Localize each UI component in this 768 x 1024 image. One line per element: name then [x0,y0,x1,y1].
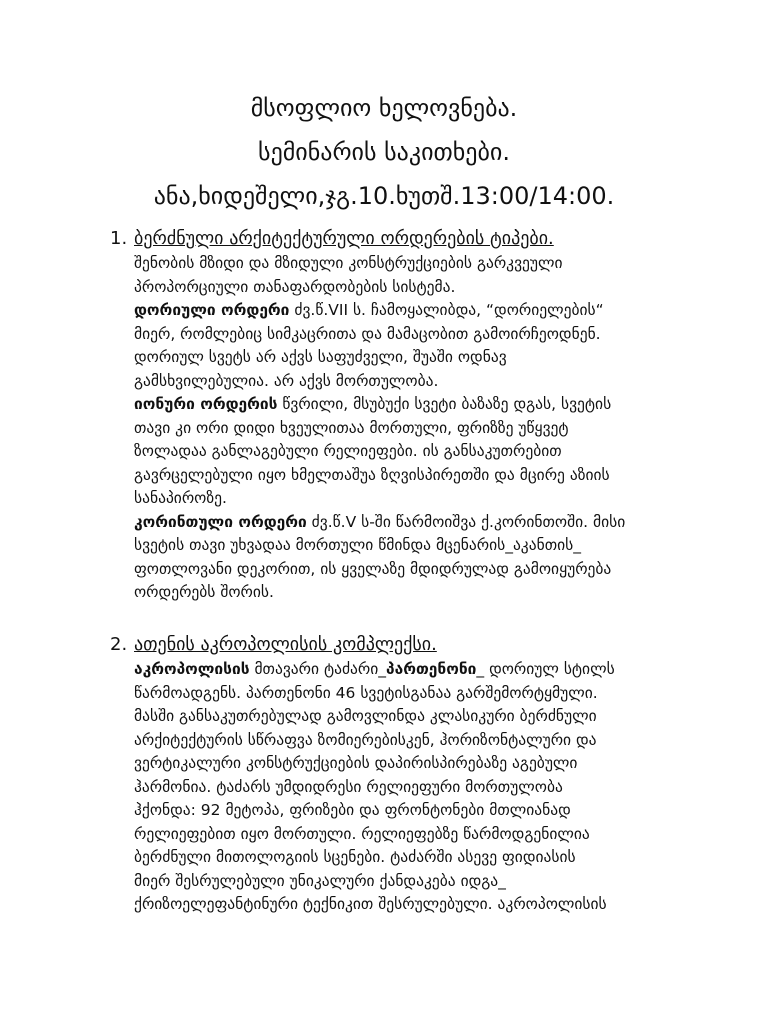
title-line-3: ანა,ხიდეშელი,ჯგ.10.ხუთშ.13:00/14:00. [153,182,615,210]
paragraph-line: ბერძნული მითოლოგიის სცენები. ტაძარში ასევე ფიდიასის [134,848,576,866]
line-text: _ დორიულ სტილს [476,660,615,678]
paragraph-line: პროპორციული თანაფარდობების სისტემა. [134,277,456,296]
paragraph-line: ჰარმონია. ტაძარს უმდიდრესი რელიეფური მორთულობა [134,777,563,796]
section-2 [110,632,710,917]
paragraph-line: არქიტექტურის სწრაფვა ზომიერებისკენ, ჰორიზონტალური და [134,730,597,749]
acropolis-term: აკროპოლისის [134,660,250,678]
paragraph-line [134,299,710,323]
section-2-body [134,658,710,917]
paragraph-line: ვერტიკალური კონსტრუქციების დაპირისპირებაზე აგებული [134,754,578,772]
line-text: ძვ.წ.VII ს. ჩამოყალიბდა, “დორიელების“ [289,301,604,319]
paragraph-line [134,511,710,535]
title-line-2: სემინარის საკითხები. [258,138,510,166]
paragraph-line: მიერ, რომლებიც სიმკაცრითა და მამაცობით გამოირჩეოდნენ. [134,324,601,343]
paragraph-line [134,658,710,682]
paragraph-line [134,393,710,417]
paragraph-line: ჰქონდა: 92 მეტოპა, ფრიზები და ფრონტონები მთლიანად [134,801,571,819]
title-line-1: მსოფლიო ხელოვნება. [250,94,518,122]
paragraph-line: მასში განსაკუთრებულად გამოვლინდა კლასიკური ბერძნული [134,707,597,725]
paragraph-line: რელიეფებით იყო მორთული. რელიეფებზე წარმოდგენილია [134,824,590,843]
paragraph-line: ქრიზოელეფანტინური ტექნიკით შესრულებული. აკროპოლისის [134,895,607,913]
paragraph-line: დორიულ სვეტს არ აქვს საფუძველი, შუაში ოდნავ [134,348,507,366]
paragraph-line: ზოლადაა განლაგებული რელიეფები. ის განსაკუთრებით [134,442,562,460]
paragraph-line: სანაპიროზე. [134,489,227,507]
paragraph-line: ორდერებს შორის. [134,583,274,601]
section-2-number: 2. [110,634,128,655]
document-title [0,86,768,218]
section-1 [110,226,710,605]
section-1-number: 1. [110,228,128,249]
section-2-title: ათენის აკროპოლისის კომპლექსი. [134,634,437,655]
paragraph-line: სვეტის თავი უხვადაა მორთული წმინდა მცენარის_აკანთის_ [134,536,581,554]
paragraph-line: გავრცელებული იყო ხმელთაშუა ზღვისპირეთში და მცირე აზიის [134,465,610,484]
paragraph-line: შენობის მზიდი და მზიდული კონსტრუქციების გარკვეული [134,254,563,272]
paragraph-line: წარმოადგენს. პართენონი 46 სვეტისგანაა გარშემორტყმული. [134,683,598,702]
doric-order-term: დორიული ორდერი [134,301,290,319]
paragraph-line: გამსხვილებულია. არ აქვს მორთულობა. [134,371,439,390]
ionic-order-term: იონური ორდერის [134,395,278,413]
line-text: ძვ.წ.V ს-ში წარმოიშვა ქ.კორინთოში. მისი [306,512,626,531]
paragraph-line: ფოთლოვანი დეკორით, ის ყველაზე მდიდრულად გამოიყურება [134,559,612,578]
line-text: წვრილი, მსუბუქი სვეტი ბაზაზე დგას, სვეტის [277,395,612,413]
section-1-heading [110,226,710,252]
corinthian-order-term: კორინთული ორდერი [134,512,307,531]
paragraph-line: მიერ შესრულებული უნიკალური ქანდაკება იდგა_ [134,871,506,890]
section-1-body [134,252,710,605]
section-1-title: ბერძნული არქიტექტურული ორდერების ტიპები. [134,228,554,249]
line-text: მთავარი ტაძარი_ [249,660,387,678]
parthenon-term: პართენონი [386,660,477,678]
paragraph-line: თავი კი ორი დიდი ხვეულითაა მორთული, ფრიზზე უწყვეტ [134,418,569,437]
section-2-heading [110,632,710,658]
